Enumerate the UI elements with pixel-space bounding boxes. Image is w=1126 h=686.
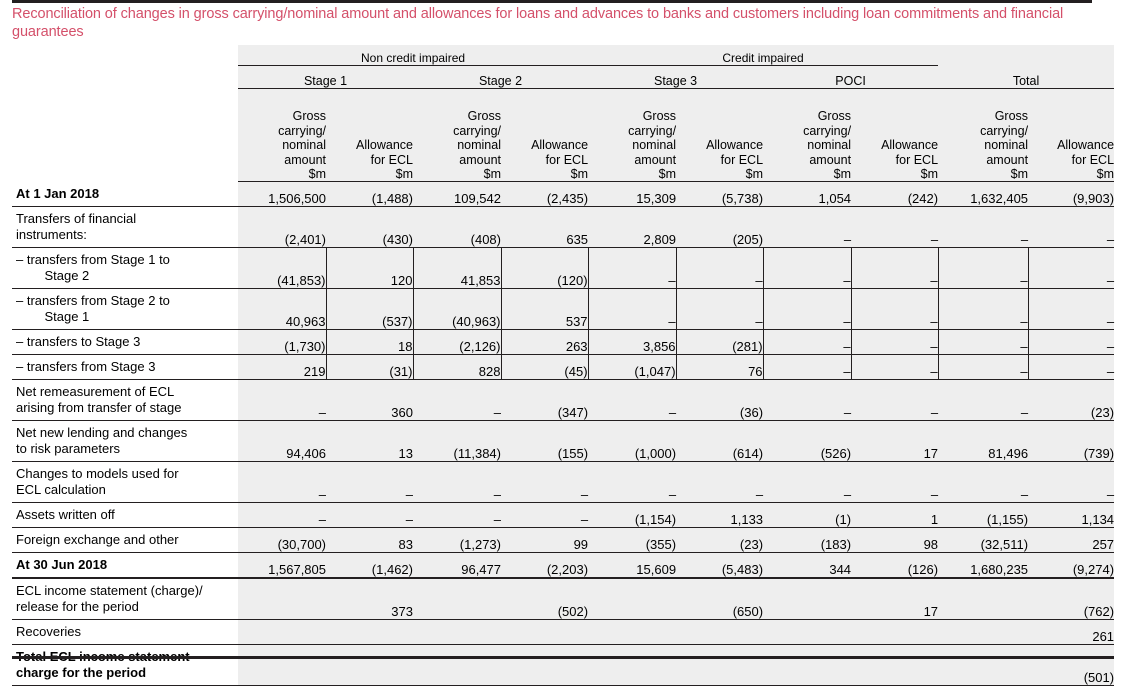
corner-cell-4 (12, 167, 238, 182)
cell-r4-c4: 3,856 (588, 329, 676, 354)
table-row (12, 420, 1114, 461)
cell-r5-c5: 76 (676, 354, 763, 379)
cell-r9-c1: – (326, 502, 413, 527)
column-header-6: Gross carrying/ nominal amount (763, 89, 851, 168)
cell-r12-c9: (762) (1028, 578, 1114, 620)
cell-r2-c1: 120 (326, 247, 413, 288)
cell-r0-c0: 1,506,500 (238, 182, 326, 207)
cell-r12-c5: (650) (676, 578, 763, 620)
cell-r11-c4: 15,609 (588, 552, 676, 578)
row-label-text: – transfers from Stage 2 to Stage 1 (16, 292, 170, 324)
cell-r2-c6: – (763, 247, 851, 288)
row-label: Assets written off (12, 502, 238, 527)
cell-r11-c8: 1,680,235 (938, 552, 1028, 578)
cell-r4-c5: (281) (676, 329, 763, 354)
cell-r6-c1: 360 (326, 379, 413, 420)
cell-r3-c9: – (1028, 288, 1114, 329)
cell-r5-c9: – (1028, 354, 1114, 379)
cell-r7-c9: (739) (1028, 420, 1114, 461)
cell-r2-c9: – (1028, 247, 1114, 288)
column-header-4: Gross carrying/ nominal amount (588, 89, 676, 168)
cell-r1-c5: (205) (676, 206, 763, 247)
cell-r4-c0: (1,730) (238, 329, 326, 354)
cell-r10-c7: 98 (851, 527, 938, 552)
cell-r5-c0: 219 (238, 354, 326, 379)
corner-cell-2 (12, 66, 238, 89)
cell-r1-c7: – (851, 206, 938, 247)
row-label: Transfers of financial instruments: (12, 206, 238, 247)
cell-r3-c7: – (851, 288, 938, 329)
cell-r12-c4 (588, 578, 676, 620)
table-row (12, 619, 1114, 644)
unit-header-4: $m (588, 167, 676, 182)
cell-r13-c4 (588, 619, 676, 644)
cell-r6-c9: (23) (1028, 379, 1114, 420)
row-label-text: – transfers from Stage 3 (16, 358, 156, 374)
unit-header-8: $m (938, 167, 1028, 182)
column-header-9: Allowance for ECL (1028, 89, 1114, 168)
cell-r9-c7: 1 (851, 502, 938, 527)
cell-r10-c4: (355) (588, 527, 676, 552)
cell-r2-c2: 41,853 (413, 247, 501, 288)
row-label: At 1 Jan 2018 (12, 182, 238, 207)
top-rule (12, 0, 1092, 3)
column-header-2: Gross carrying/ nominal amount (413, 89, 501, 168)
stage-header-row (12, 66, 1114, 89)
cell-r9-c3: – (501, 502, 588, 527)
cell-r13-c8 (938, 619, 1028, 644)
cell-r7-c3: (155) (501, 420, 588, 461)
cell-r13-c2 (413, 619, 501, 644)
cell-r14-c5 (676, 644, 763, 685)
cell-r10-c6: (183) (763, 527, 851, 552)
cell-r8-c2: – (413, 461, 501, 502)
cell-r12-c1: 373 (326, 578, 413, 620)
cell-r6-c8: – (938, 379, 1028, 420)
cell-r9-c4: (1,154) (588, 502, 676, 527)
cell-r3-c0: 40,963 (238, 288, 326, 329)
group-header-credit-impaired: Credit impaired (588, 45, 938, 66)
cell-r1-c8: – (938, 206, 1028, 247)
cell-r2-c7: – (851, 247, 938, 288)
table-row (12, 461, 1114, 502)
row-label: At 30 Jun 2018 (12, 552, 238, 578)
cell-r1-c4: 2,809 (588, 206, 676, 247)
corner-cell (12, 45, 238, 66)
page-title: Reconciliation of changes in gross carrying/nominal amount and allowances for loans and advances to banks and customers including loan commitments and financial guarantees (12, 6, 1064, 40)
unit-header-1: $m (326, 167, 413, 182)
cell-r8-c7: – (851, 461, 938, 502)
cell-r6-c7: – (851, 379, 938, 420)
table-head (12, 45, 1114, 182)
cell-r6-c0: – (238, 379, 326, 420)
table-row (12, 329, 1114, 354)
cell-r6-c6: – (763, 379, 851, 420)
cell-r14-c3 (501, 644, 588, 685)
cell-r14-c4 (588, 644, 676, 685)
row-label: charge for the period (12, 644, 238, 685)
cell-r5-c2: 828 (413, 354, 501, 379)
cell-r1-c6: – (763, 206, 851, 247)
column-header-row (12, 89, 1114, 168)
cell-r14-c7 (851, 644, 938, 685)
table-row (12, 502, 1114, 527)
cell-r9-c9: 1,134 (1028, 502, 1114, 527)
unit-header-2: $m (413, 167, 501, 182)
cell-r4-c1: 18 (326, 329, 413, 354)
cell-r7-c6: (526) (763, 420, 851, 461)
cell-r11-c3: (2,203) (501, 552, 588, 578)
table-row (12, 247, 1114, 288)
cell-r3-c6: – (763, 288, 851, 329)
cell-r3-c3: 537 (501, 288, 588, 329)
cell-r5-c8: – (938, 354, 1028, 379)
cell-r0-c3: (2,435) (501, 182, 588, 207)
cell-r14-c1 (326, 644, 413, 685)
cell-r13-c0 (238, 619, 326, 644)
row-label (12, 354, 238, 379)
cell-r4-c9: – (1028, 329, 1114, 354)
row-label-text: – transfers to Stage 3 (16, 333, 141, 349)
group-header-non-credit-impaired: Non credit impaired (238, 45, 588, 66)
cell-r9-c2: – (413, 502, 501, 527)
cell-r4-c3: 263 (501, 329, 588, 354)
cell-r4-c6: – (763, 329, 851, 354)
cell-r8-c4: – (588, 461, 676, 502)
cell-r12-c2 (413, 578, 501, 620)
cell-r10-c5: (23) (676, 527, 763, 552)
table-row (12, 644, 1114, 685)
cell-r13-c6 (763, 619, 851, 644)
column-header-8: Gross carrying/ nominal amount (938, 89, 1028, 168)
cell-r7-c5: (614) (676, 420, 763, 461)
unit-header-3: $m (501, 167, 588, 182)
row-label: Net remeasurement of ECL arising from transfer of stage (12, 379, 238, 420)
cell-r0-c4: 15,309 (588, 182, 676, 207)
cell-r10-c3: 99 (501, 527, 588, 552)
stage-header-stage-2: Stage 2 (413, 66, 588, 89)
table-row (12, 379, 1114, 420)
cell-r7-c0: 94,406 (238, 420, 326, 461)
table-row (12, 206, 1114, 247)
cell-r11-c2: 96,477 (413, 552, 501, 578)
cell-r14-c9: (501) (1028, 644, 1114, 685)
cell-r12-c0 (238, 578, 326, 620)
cell-r5-c7: – (851, 354, 938, 379)
row-label: Net new lending and changes to risk parameters (12, 420, 238, 461)
table-body (12, 182, 1114, 686)
column-header-3: Allowance for ECL (501, 89, 588, 168)
group-header-row (12, 45, 1114, 66)
cell-r12-c3: (502) (501, 578, 588, 620)
cell-r3-c5: – (676, 288, 763, 329)
cell-r6-c5: (36) (676, 379, 763, 420)
cell-r2-c0: (41,853) (238, 247, 326, 288)
bottom-rule (12, 656, 1114, 659)
table-row (12, 288, 1114, 329)
cell-r4-c8: – (938, 329, 1028, 354)
table-row (12, 578, 1114, 620)
cell-r10-c0: (30,700) (238, 527, 326, 552)
cell-r2-c8: – (938, 247, 1028, 288)
cell-r0-c5: (5,738) (676, 182, 763, 207)
cell-r14-c6 (763, 644, 851, 685)
cell-r5-c1: (31) (326, 354, 413, 379)
corner-cell-3 (12, 89, 238, 168)
cell-r8-c1: – (326, 461, 413, 502)
cell-r6-c2: – (413, 379, 501, 420)
cell-r7-c7: 17 (851, 420, 938, 461)
row-label: ECL income statement (charge)/ release for the period (12, 578, 238, 620)
group-header-blank (938, 45, 1114, 66)
column-header-0: Gross carrying/ nominal amount (238, 89, 326, 168)
stage-header-total: Total (938, 66, 1114, 89)
cell-r11-c6: 344 (763, 552, 851, 578)
cell-r8-c8: – (938, 461, 1028, 502)
cell-r12-c6 (763, 578, 851, 620)
cell-r13-c1 (326, 619, 413, 644)
row-label-text: – transfers from Stage 1 to Stage 2 (16, 251, 170, 283)
cell-r13-c9: 261 (1028, 619, 1114, 644)
unit-header-6: $m (763, 167, 851, 182)
cell-r9-c6: (1) (763, 502, 851, 527)
cell-r0-c9: (9,903) (1028, 182, 1114, 207)
unit-header-5: $m (676, 167, 763, 182)
cell-r11-c9: (9,274) (1028, 552, 1114, 578)
cell-r10-c2: (1,273) (413, 527, 501, 552)
reconciliation-table (12, 45, 1114, 686)
cell-r9-c0: – (238, 502, 326, 527)
cell-r9-c8: (1,155) (938, 502, 1028, 527)
cell-r7-c2: (11,384) (413, 420, 501, 461)
cell-r3-c2: (40,963) (413, 288, 501, 329)
cell-r4-c2: (2,126) (413, 329, 501, 354)
unit-header-0: $m (238, 167, 326, 182)
cell-r9-c5: 1,133 (676, 502, 763, 527)
cell-r1-c0: (2,401) (238, 206, 326, 247)
cell-r2-c5: – (676, 247, 763, 288)
cell-r3-c4: – (588, 288, 676, 329)
cell-r8-c3: – (501, 461, 588, 502)
cell-r14-c2 (413, 644, 501, 685)
row-label (12, 288, 238, 329)
row-label: Recoveries (12, 619, 238, 644)
table-row (12, 552, 1114, 578)
row-label: Foreign exchange and other (12, 527, 238, 552)
cell-r11-c1: (1,462) (326, 552, 413, 578)
cell-r4-c7: – (851, 329, 938, 354)
cell-r13-c3 (501, 619, 588, 644)
cell-r5-c6: – (763, 354, 851, 379)
cell-r8-c0: – (238, 461, 326, 502)
row-label: Changes to models used for ECL calculation (12, 461, 238, 502)
column-header-7: Allowance for ECL (851, 89, 938, 168)
row-label (12, 329, 238, 354)
cell-r0-c2: 109,542 (413, 182, 501, 207)
cell-r0-c6: 1,054 (763, 182, 851, 207)
cell-r12-c7: 17 (851, 578, 938, 620)
unit-header-row (12, 167, 1114, 182)
cell-r11-c5: (5,483) (676, 552, 763, 578)
cell-r12-c8 (938, 578, 1028, 620)
cell-r10-c9: 257 (1028, 527, 1114, 552)
cell-r3-c8: – (938, 288, 1028, 329)
cell-r2-c3: (120) (501, 247, 588, 288)
cell-r1-c3: 635 (501, 206, 588, 247)
unit-header-7: $m (851, 167, 938, 182)
cell-r13-c5 (676, 619, 763, 644)
cell-r11-c0: 1,567,805 (238, 552, 326, 578)
cell-r1-c2: (408) (413, 206, 501, 247)
cell-r6-c3: (347) (501, 379, 588, 420)
cell-r8-c5: – (676, 461, 763, 502)
unit-header-9: $m (1028, 167, 1114, 182)
cell-r0-c7: (242) (851, 182, 938, 207)
stage-header-stage-3: Stage 3 (588, 66, 763, 89)
cell-r5-c3: (45) (501, 354, 588, 379)
cell-r13-c7 (851, 619, 938, 644)
cell-r0-c8: 1,632,405 (938, 182, 1028, 207)
stage-header-stage-1: Stage 1 (238, 66, 413, 89)
cell-r10-c1: 83 (326, 527, 413, 552)
cell-r5-c4: (1,047) (588, 354, 676, 379)
cell-r3-c1: (537) (326, 288, 413, 329)
column-header-5: Allowance for ECL (676, 89, 763, 168)
row-label (12, 247, 238, 288)
table-row (12, 182, 1114, 207)
cell-r7-c8: 81,496 (938, 420, 1028, 461)
cell-r11-c7: (126) (851, 552, 938, 578)
column-header-1: Allowance for ECL (326, 89, 413, 168)
cell-r1-c9: – (1028, 206, 1114, 247)
stage-header-poci: POCI (763, 66, 938, 89)
table-row (12, 527, 1114, 552)
cell-r1-c1: (430) (326, 206, 413, 247)
cell-r8-c6: – (763, 461, 851, 502)
cell-r2-c4: – (588, 247, 676, 288)
cell-r14-c8 (938, 644, 1028, 685)
cell-r14-c0 (238, 644, 326, 685)
table-row (12, 354, 1114, 379)
cell-r7-c1: 13 (326, 420, 413, 461)
cell-r8-c9: – (1028, 461, 1114, 502)
cell-r10-c8: (32,511) (938, 527, 1028, 552)
cell-r6-c4: – (588, 379, 676, 420)
cell-r0-c1: (1,488) (326, 182, 413, 207)
cell-r7-c4: (1,000) (588, 420, 676, 461)
